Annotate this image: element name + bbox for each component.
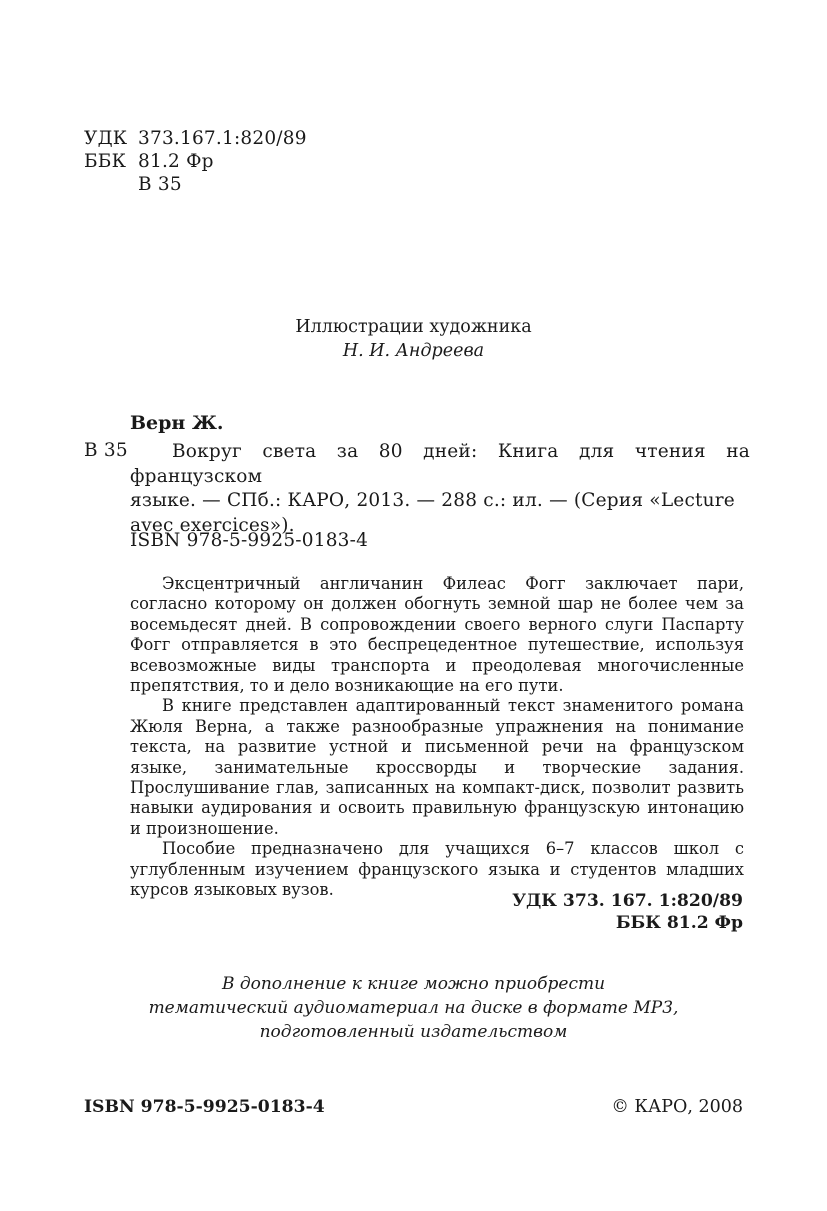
note-line-2: тематический аудиоматериал на диске в формате MP3, (148, 998, 679, 1018)
udk-label: УДК (84, 128, 128, 149)
udk-row (84, 127, 307, 150)
abstract (130, 574, 744, 901)
author-code: В 35 (138, 174, 182, 195)
classification-block (84, 127, 307, 196)
bib-line-2: языке. — СПб.: КАРО, 2013. — 288 с.: ил. — (Серия «Lecture (130, 490, 735, 511)
abstract-paragraph-3: Пособие предназначено для учащихся 6–7 классов школ с углубленным изучением французского языка и студентов младших курсов языковых вузов. (130, 839, 744, 900)
udk-code-right: УДК 373. 167. 1:820/89 (512, 891, 743, 911)
illustrator-name: Н. И. Андреева (342, 341, 485, 361)
bbk-label: ББК (84, 151, 127, 172)
bbk-row (84, 150, 307, 173)
isbn-main: ISBN 978-5-9925-0183-4 (130, 530, 369, 551)
bib-line-3: avec exercices»). (130, 514, 295, 536)
udk-value: 373.167.1:820/89 (138, 128, 307, 149)
bib-author: Верн Ж. (130, 412, 224, 434)
bib-code: В 35 (84, 440, 128, 461)
abstract-paragraph-1: Эксцентричный англичанин Филеас Фогг заключает пари, согласно которому он должен обогнуть земной шар не более чем за восемьдесят дней. В сопровождении своего верного слуги Паспарту Фогг отправляется в это беспрецедентное путешествие, используя всевозможные виды транспорта и преодолевая многочисленные препятствия, то и дело возникающие на его пути. (130, 574, 744, 696)
illustrator-credit (0, 315, 827, 363)
note-line-1: В дополнение к книге можно приобрести (221, 974, 606, 994)
right-codes-block (512, 890, 743, 934)
bbk-value: 81.2 Фр (138, 151, 214, 172)
bib-line-1: Вокруг света за 80 дней: Книга для чтения на французском (130, 441, 750, 487)
note-line-3: подготовленный издательством (259, 1022, 568, 1042)
illustrator-label: Иллюстрации художника (295, 317, 532, 337)
footer-copyright: © КАРО, 2008 (611, 1097, 743, 1117)
footer-isbn: ISBN 978-5-9925-0183-4 (84, 1097, 325, 1117)
abstract-paragraph-2: В книге представлен адаптированный текст знаменитого романа Жюля Верна, а также разнообразные упражнения на понимание текста, на развитие устной и письменной речи на французском языке, занимательные кроссворды и творческие задания. Прослушивание глав, записанных на компакт-диск, позволит развить навыки аудирования и освоить правильную французскую интонацию и произношение. (130, 696, 744, 838)
bbk-code-right: ББК 81.2 Фр (615, 913, 743, 933)
bibliographic-description (130, 440, 750, 538)
supplement-note (0, 972, 827, 1044)
